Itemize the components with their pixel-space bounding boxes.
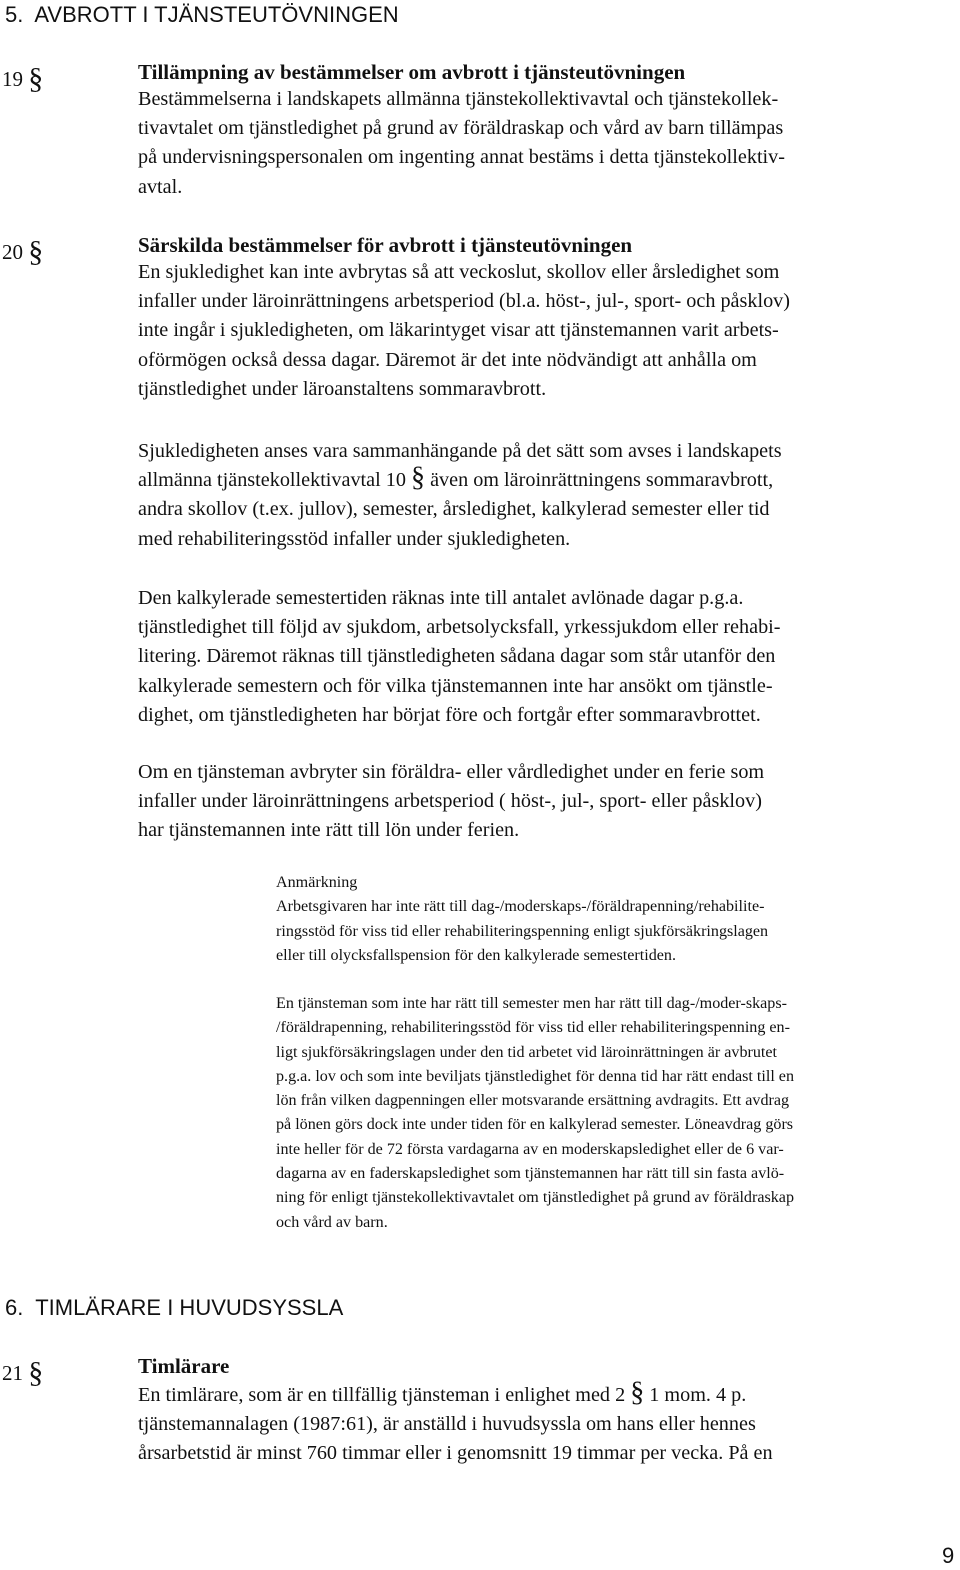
text-line: tjänstemannalagen (1987:61), är anställd i huvudsyssla om hans eller hennes xyxy=(138,1413,756,1436)
note-block-1 xyxy=(276,871,768,968)
text-line: Bestämmelserna i landskapets allmänna tjänstekollektivavtal och tjänstekollek- xyxy=(138,88,779,110)
note-line: /föräldrapenning, rehabiliteringsstöd för viss tid eller rehabiliteringspenning en- xyxy=(276,1019,790,1037)
text-line: infaller under läroinrättningens arbetsperiod ( höst-, jul-, sport- eller påsklov) xyxy=(138,790,762,813)
text-line: litering. Däremot räknas till tjänstledigheten sådana dagar som står utanför den xyxy=(138,645,776,668)
text-line: andra skollov (t.ex. jullov), semester, årsledighet, kalkylerad semester eller tid xyxy=(138,498,770,521)
section-20-paragraph-1 xyxy=(138,258,790,404)
section-20-paragraph-4 xyxy=(138,758,764,846)
note-line: lön från vilken dagpenningen eller motsvarande ersättning avdragits. Ett avdrag xyxy=(276,1092,790,1110)
note-line: p.g.a. lov och som inte beviljats tjänstledighet för denna tid har rätt endast till en xyxy=(276,1067,795,1085)
section-19-number: 19 § xyxy=(2,62,44,95)
text-line: Sjukledigheten anses vara sammanhängande på det sätt som avses i landskapets xyxy=(138,440,782,462)
text-line: allmänna tjänstekollektivavtal 10 § även om läroinrättningens sommaravbrott, xyxy=(138,462,774,494)
note-line: på lönen görs dock inte under tiden för en kalkylerad semester. Löneavdrag görs xyxy=(276,1116,794,1134)
text-line: avtal. xyxy=(138,175,183,198)
chapter-5-heading xyxy=(5,2,399,28)
section-21-number: 21 § xyxy=(2,1356,44,1389)
chapter-6-heading xyxy=(5,1295,343,1321)
section-20-title: Särskilda bestämmelser för avbrott i tjänsteutövningen xyxy=(138,233,633,257)
note-line: En tjänsteman som inte har rätt till semester men har rätt till dag-/moder-skaps- xyxy=(276,995,787,1012)
section-sign: § xyxy=(630,1377,645,1408)
page-number: 9 xyxy=(942,1543,955,1568)
section-19-body xyxy=(138,85,785,202)
text-line: årsarbetstid är minst 760 timmar eller i genomsnitt 19 timmar per vecka. På en xyxy=(138,1442,773,1465)
note-line: dagarna av en faderskapsledighet som tjänstemannen har rätt till sin fasta avlö- xyxy=(276,1165,785,1183)
section-20-paragraph-3 xyxy=(138,584,781,730)
note-line: ringsstöd för viss tid eller rehabiliteringspenning enligt sjukförsäkringslagen xyxy=(276,922,769,940)
section-sign: § xyxy=(28,235,44,268)
text-line: på undervisningspersonalen om ingenting annat bestäms i detta tjänstekollektiv- xyxy=(138,146,785,169)
chapter-6-number: 6. xyxy=(5,1295,24,1320)
text-line: oförmögen också dessa dagar. Däremot är det inte nödvändigt att anhålla om xyxy=(138,348,757,371)
note-heading: Anmärkning xyxy=(276,874,358,891)
text-line: En sjukledighet kan inte avbrytas så att veckoslut, skollov eller årsledighet som xyxy=(138,261,780,283)
chapter-5-title: AVBROTT I TJÄNSTEUTÖVNINGEN xyxy=(34,2,399,27)
note-block-2 xyxy=(276,992,794,1235)
note-line: inte heller för de 72 första vardagarna av en moderskapsledighet eller de 6 var- xyxy=(276,1140,784,1158)
note-line: ning för enligt tjänstekollektivavtalet om tjänstledighet på grund av föräldraskap xyxy=(276,1189,794,1207)
section-21-title: Timlärare xyxy=(138,1354,230,1378)
text-line: tjänstledighet till följd av sjukdom, arbetsolycksfall, yrkessjukdom eller rehabi- xyxy=(138,616,781,639)
text-line: inte ingår i sjukledigheten, om läkarintyget visar att tjänstemannen varit arbets- xyxy=(138,319,779,342)
note-line: ligt sjukförsäkringslagen under den tid arbetet vid läroinrättningen är avbrutet xyxy=(276,1043,777,1061)
text-line: med rehabiliteringsstöd infaller under sjukledigheten. xyxy=(138,527,571,550)
note-line: Arbetsgivaren har inte rätt till dag-/moderskaps-/föräldrapenning/rehabilite- xyxy=(276,898,765,916)
text-line: tjänstledighet under läroanstaltens sommaravbrott. xyxy=(138,377,547,400)
section-20-paragraph-2 xyxy=(138,437,782,554)
text-line: En timlärare, som är en tillfällig tjänsteman i enlighet med 2 § 1 mom. 4 p. xyxy=(138,1377,747,1408)
section-20-number: 20 § xyxy=(2,235,44,268)
text-line: infaller under läroinrättningens arbetsperiod (bl.a. höst-, jul-, sport- och påsklov) xyxy=(138,290,790,313)
text-line: har tjänstemannen inte rätt till lön under ferien. xyxy=(138,819,520,842)
section-sign: § xyxy=(411,462,426,494)
section-19-title: Tillämpning av bestämmelser om avbrott i tjänsteutövningen xyxy=(138,60,686,84)
section-sign: § xyxy=(28,62,44,95)
text-line: Den kalkylerade semestertiden räknas inte till antalet avlönade dagar p.g.a. xyxy=(138,587,744,609)
text-line: tivavtalet om tjänstledighet på grund av föräldraskap och vård av barn tillämpas xyxy=(138,117,784,140)
chapter-6-title: TIMLÄRARE I HUVUDSYSSLA xyxy=(35,1295,344,1320)
text-line: kalkylerade semestern och för vilka tjänstemannen inte har ansökt om tjänstle- xyxy=(138,674,773,697)
text-line: dighet, om tjänstledigheten har börjat före och fortgår efter sommaravbrottet. xyxy=(138,703,761,726)
section-21-body xyxy=(138,1377,773,1469)
chapter-5-number: 5. xyxy=(5,2,24,27)
note-line: och vård av barn. xyxy=(276,1213,388,1231)
text-line: Om en tjänsteman avbryter sin föräldra- eller vårdledighet under en ferie som xyxy=(138,761,765,783)
section-sign: § xyxy=(28,1356,44,1389)
note-line: eller till olycksfallspension för den kalkylerade semestertiden. xyxy=(276,946,676,964)
